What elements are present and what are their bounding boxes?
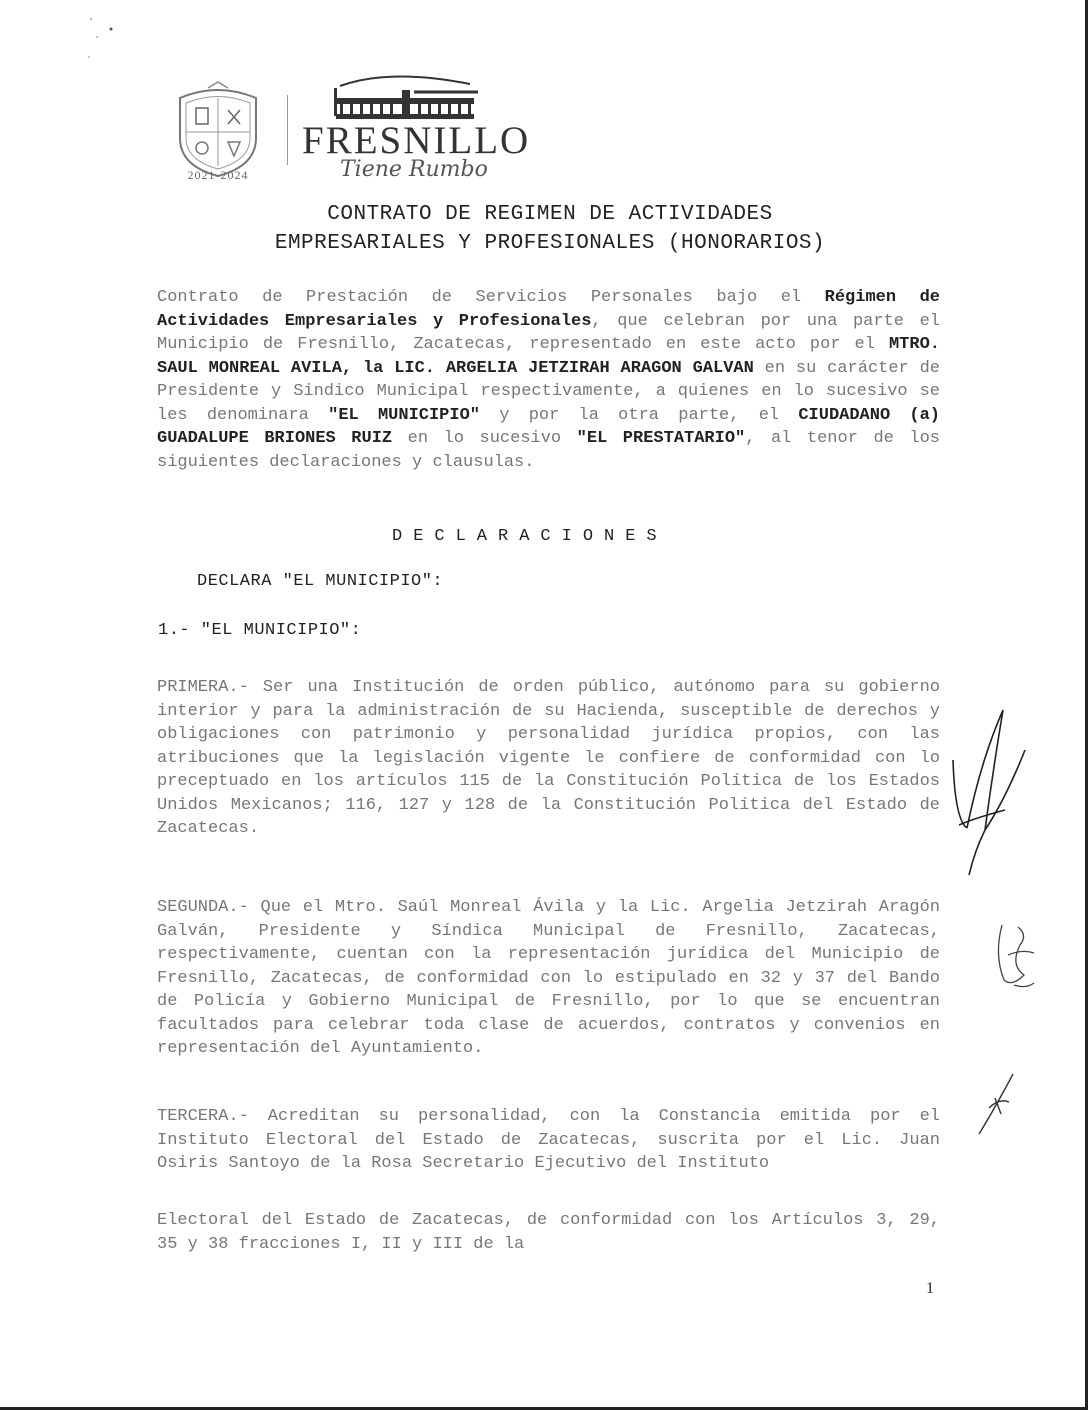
margin-signature-1 (945, 700, 1035, 880)
clause-segunda: SEGUNDA.- Que el Mtro. Saúl Monreal Ávila y la Lic. Argelia Jetzirah Aragón Galván, Presidente y Síndica Municipal de Fresnillo, Zacatecas, respectivamente, cuentan con la representación jurídica del Municipio de Fresnillo, Zacatecas, de conformidad con lo estipulado en 32 y 37 del Bando de Policía y Gobierno Municipal de Fresnillo, por lo que se encuentran facultados para celebrar toda clase de acuerdos, contratos y convenios en representación del Ayuntamiento. (157, 898, 940, 1058)
regime-name: Régimen de Actividades Empresariales y Profesionales (157, 288, 940, 331)
intro-text: Contrato de Prestación de Servicios Personales bajo el (157, 288, 825, 307)
scan-marks (85, 15, 125, 75)
contract-title-line-2: EMPRESARIALES Y PROFESIONALES (HONORARIOS) (274, 232, 826, 255)
margin-signature-2 (990, 905, 1040, 995)
party-prestatario: "EL PRESTATARIO" (576, 429, 746, 448)
logo-divider (287, 95, 288, 165)
citizen-name: CIUDADANO (a) GUADALUPE BRIONES RUIZ (157, 405, 941, 448)
brand-tagline: Tiene Rumbo (340, 157, 488, 182)
clause-tercera-part-1: TERCERA.- Acreditan su personalidad, con la Constancia emitida por el Instituto Electoral del Estado de Zacatecas, suscrita por el Lic. Juan Osiris Santoyo de la Rosa Secretario Ejecutivo del Instituto (157, 1107, 940, 1173)
margin-signature-3 (975, 1068, 1025, 1138)
intro-text: y por la otra parte, el (480, 405, 799, 425)
building-logo-icon (330, 72, 480, 122)
intro-text: en su carácter de Presidente y Sindico Municipal respectivamente, a quienes en lo sucesivo se les denominara (157, 358, 940, 425)
clause-primera: PRIMERA.- Ser una Institución de orden público, autónomo para su gobierno interior y para la administración de su Hacienda, susceptible de derechos y obligaciones con patrimonio y personalidad jurídica propios, con las atribuciones que la legislación vigente le confiere de conformidad con lo preceptuado en los artículos 115 de la Constitución Política de los Estados Unidos Mexicanos; 116, 127 y 128 de la Constitución Política del Estado de Zacatecas. (157, 678, 940, 838)
seal-year: 2021-2024 (187, 168, 249, 182)
representatives-names: MTRO. SAUL MONREAL AVILA, la LIC. ARGELIA JETZIRAH ARAGON GALVAN (157, 335, 940, 378)
declaraciones-heading: DECLARACIONES (392, 527, 668, 546)
item-1-heading: 1.- "EL MUNICIPIO": (158, 621, 362, 640)
clause-tercera-part-2: Electoral del Estado de Zacatecas, de conformidad con los Artículos 3, 29, 35 y 38 fracciones I, II y III de la (157, 1211, 940, 1254)
brand-name: FRESNILLO (302, 119, 531, 162)
contract-title-line-1: CONTRATO DE REGIMEN DE ACTIVIDADES (327, 203, 773, 226)
page-number: 1 (926, 1280, 934, 1297)
party-municipio: "EL MUNICIPIO" (328, 405, 480, 425)
declara-municipio-heading: DECLARA "EL MUNICIPIO": (197, 572, 444, 591)
intro-paragraph (157, 286, 940, 474)
intro-text: en lo sucesivo (392, 429, 577, 448)
intro-text: , que celebran por una parte el Municipio de Fresnillo, Zacatecas, representado en este acto por el (157, 311, 940, 354)
intro-text: , al tenor de los siguientes declaraciones y clausulas. (157, 429, 940, 472)
